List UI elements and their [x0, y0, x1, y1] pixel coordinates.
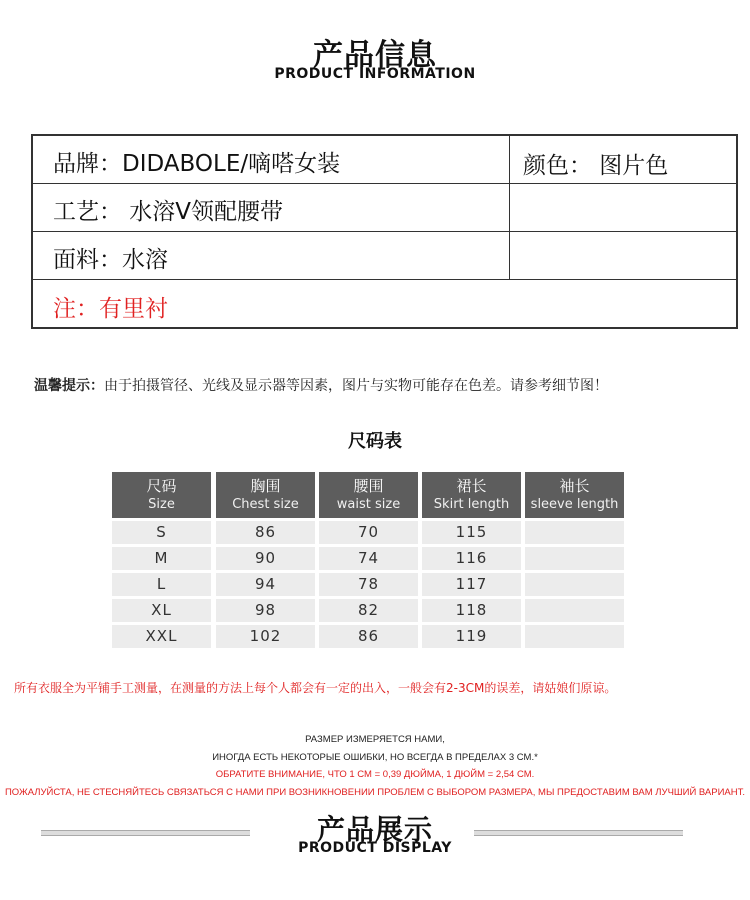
page-subtitle: PRODUCT INFORMATION — [274, 66, 476, 82]
cell-waist: 74 — [319, 547, 418, 570]
cell-skirt-length: 115 — [422, 521, 521, 544]
cell-sleeve-length — [525, 547, 624, 570]
display-subtitle: PRODUCT DISPLAY — [298, 840, 452, 856]
ru-note-4: ПОЖАЛУЙСТА, НЕ СТЕСНЯЙТЕСЬ СВЯЗАТЬСЯ С НАМИ ПРИ ВОЗНИКНОВЕНИИ ПРОБЛЕМ С ВЫБОРОМ РАЗМЕРА, МЫ ПРЕДОСТАВИМ ВАМ ЛУЧШИЙ ВАРИАНТ. — [4, 787, 746, 798]
fabric-cell: 面料：水溶 — [53, 247, 168, 273]
header-skirt-length — [422, 472, 521, 518]
cell-size: M — [112, 547, 211, 570]
cell-waist: 78 — [319, 573, 418, 596]
header-skirt-length-cn: 裙长 — [456, 477, 487, 495]
cell-chest: 90 — [216, 547, 315, 570]
header-chest — [216, 472, 315, 518]
color-cell: 颜色： 图片色 — [523, 153, 669, 179]
cell-sleeve-length — [525, 599, 624, 622]
header-waist-en: waist size — [336, 497, 401, 512]
cell-sleeve-length — [525, 573, 624, 596]
cell-sleeve-length — [525, 625, 624, 648]
display-title: 产品展示 — [316, 813, 433, 846]
brand-cell: 品牌：DIDABOLE/嘀嗒女装 — [53, 151, 341, 177]
warm-tip-text: 由于拍摄管径、光线及显示器等因素，图片与实物可能存在色差。请参考细节图！ — [104, 378, 608, 394]
cell-chest: 98 — [216, 599, 315, 622]
product-info-table — [31, 134, 738, 329]
cell-size: S — [112, 521, 211, 544]
cell-skirt-length: 119 — [422, 625, 521, 648]
header-size-cn: 尺码 — [146, 477, 177, 495]
cell-waist: 82 — [319, 599, 418, 622]
cell-size: XL — [112, 599, 211, 622]
cell-size: L — [112, 573, 211, 596]
header-waist — [319, 472, 418, 518]
header-sleeve-length-en: sleeve length — [530, 497, 619, 512]
cell-waist: 70 — [319, 521, 418, 544]
page-title: 产品信息 — [313, 38, 437, 73]
ru-note-2: ИНОГДА ЕСТЬ НЕКОТОРЫЕ ОШИБКИ, НО ВСЕГДА В ПРЕДЕЛАХ 3 СМ.* — [212, 752, 538, 763]
cell-chest: 102 — [216, 625, 315, 648]
header-size — [112, 472, 211, 518]
ru-note-3: ОБРАТИТЕ ВНИМАНИЕ, ЧТО 1 СМ = 0,39 ДЮЙМА, 1 ДЮЙМ = 2,54 СМ. — [215, 769, 535, 780]
header-size-en: Size — [148, 497, 175, 512]
cell-skirt-length: 116 — [422, 547, 521, 570]
cell-skirt-length: 118 — [422, 599, 521, 622]
header-sleeve-length — [525, 472, 624, 518]
warm-tip — [34, 375, 608, 395]
ru-note-1: РАЗМЕР ИЗМЕРЯЕТСЯ НАМИ, — [305, 734, 445, 745]
craft-cell: 工艺： 水溶V领配腰带 — [53, 199, 284, 225]
cell-skirt-length: 117 — [422, 573, 521, 596]
cell-waist: 86 — [319, 625, 418, 648]
measurement-note: 所有衣服全为平铺手工测量，在测量的方法上每个人都会有一定的出入，一般会有2-3CM的误差，请姑娘们原谅。 — [14, 681, 617, 695]
header-chest-cn: 胸围 — [250, 477, 281, 495]
warm-tip-label: 温馨提示： — [34, 378, 104, 394]
lining-note: 注：有里衬 — [53, 296, 168, 322]
header-waist-cn: 腰围 — [353, 477, 384, 495]
cell-chest: 94 — [216, 573, 315, 596]
cell-chest: 86 — [216, 521, 315, 544]
cell-sleeve-length — [525, 521, 624, 544]
header-chest-en: Chest size — [232, 497, 299, 512]
header-skirt-length-en: Skirt length — [433, 497, 510, 512]
header-sleeve-length-cn: 袖长 — [559, 477, 590, 495]
cell-size: XXL — [112, 625, 211, 648]
size-chart-title: 尺码表 — [348, 431, 402, 452]
